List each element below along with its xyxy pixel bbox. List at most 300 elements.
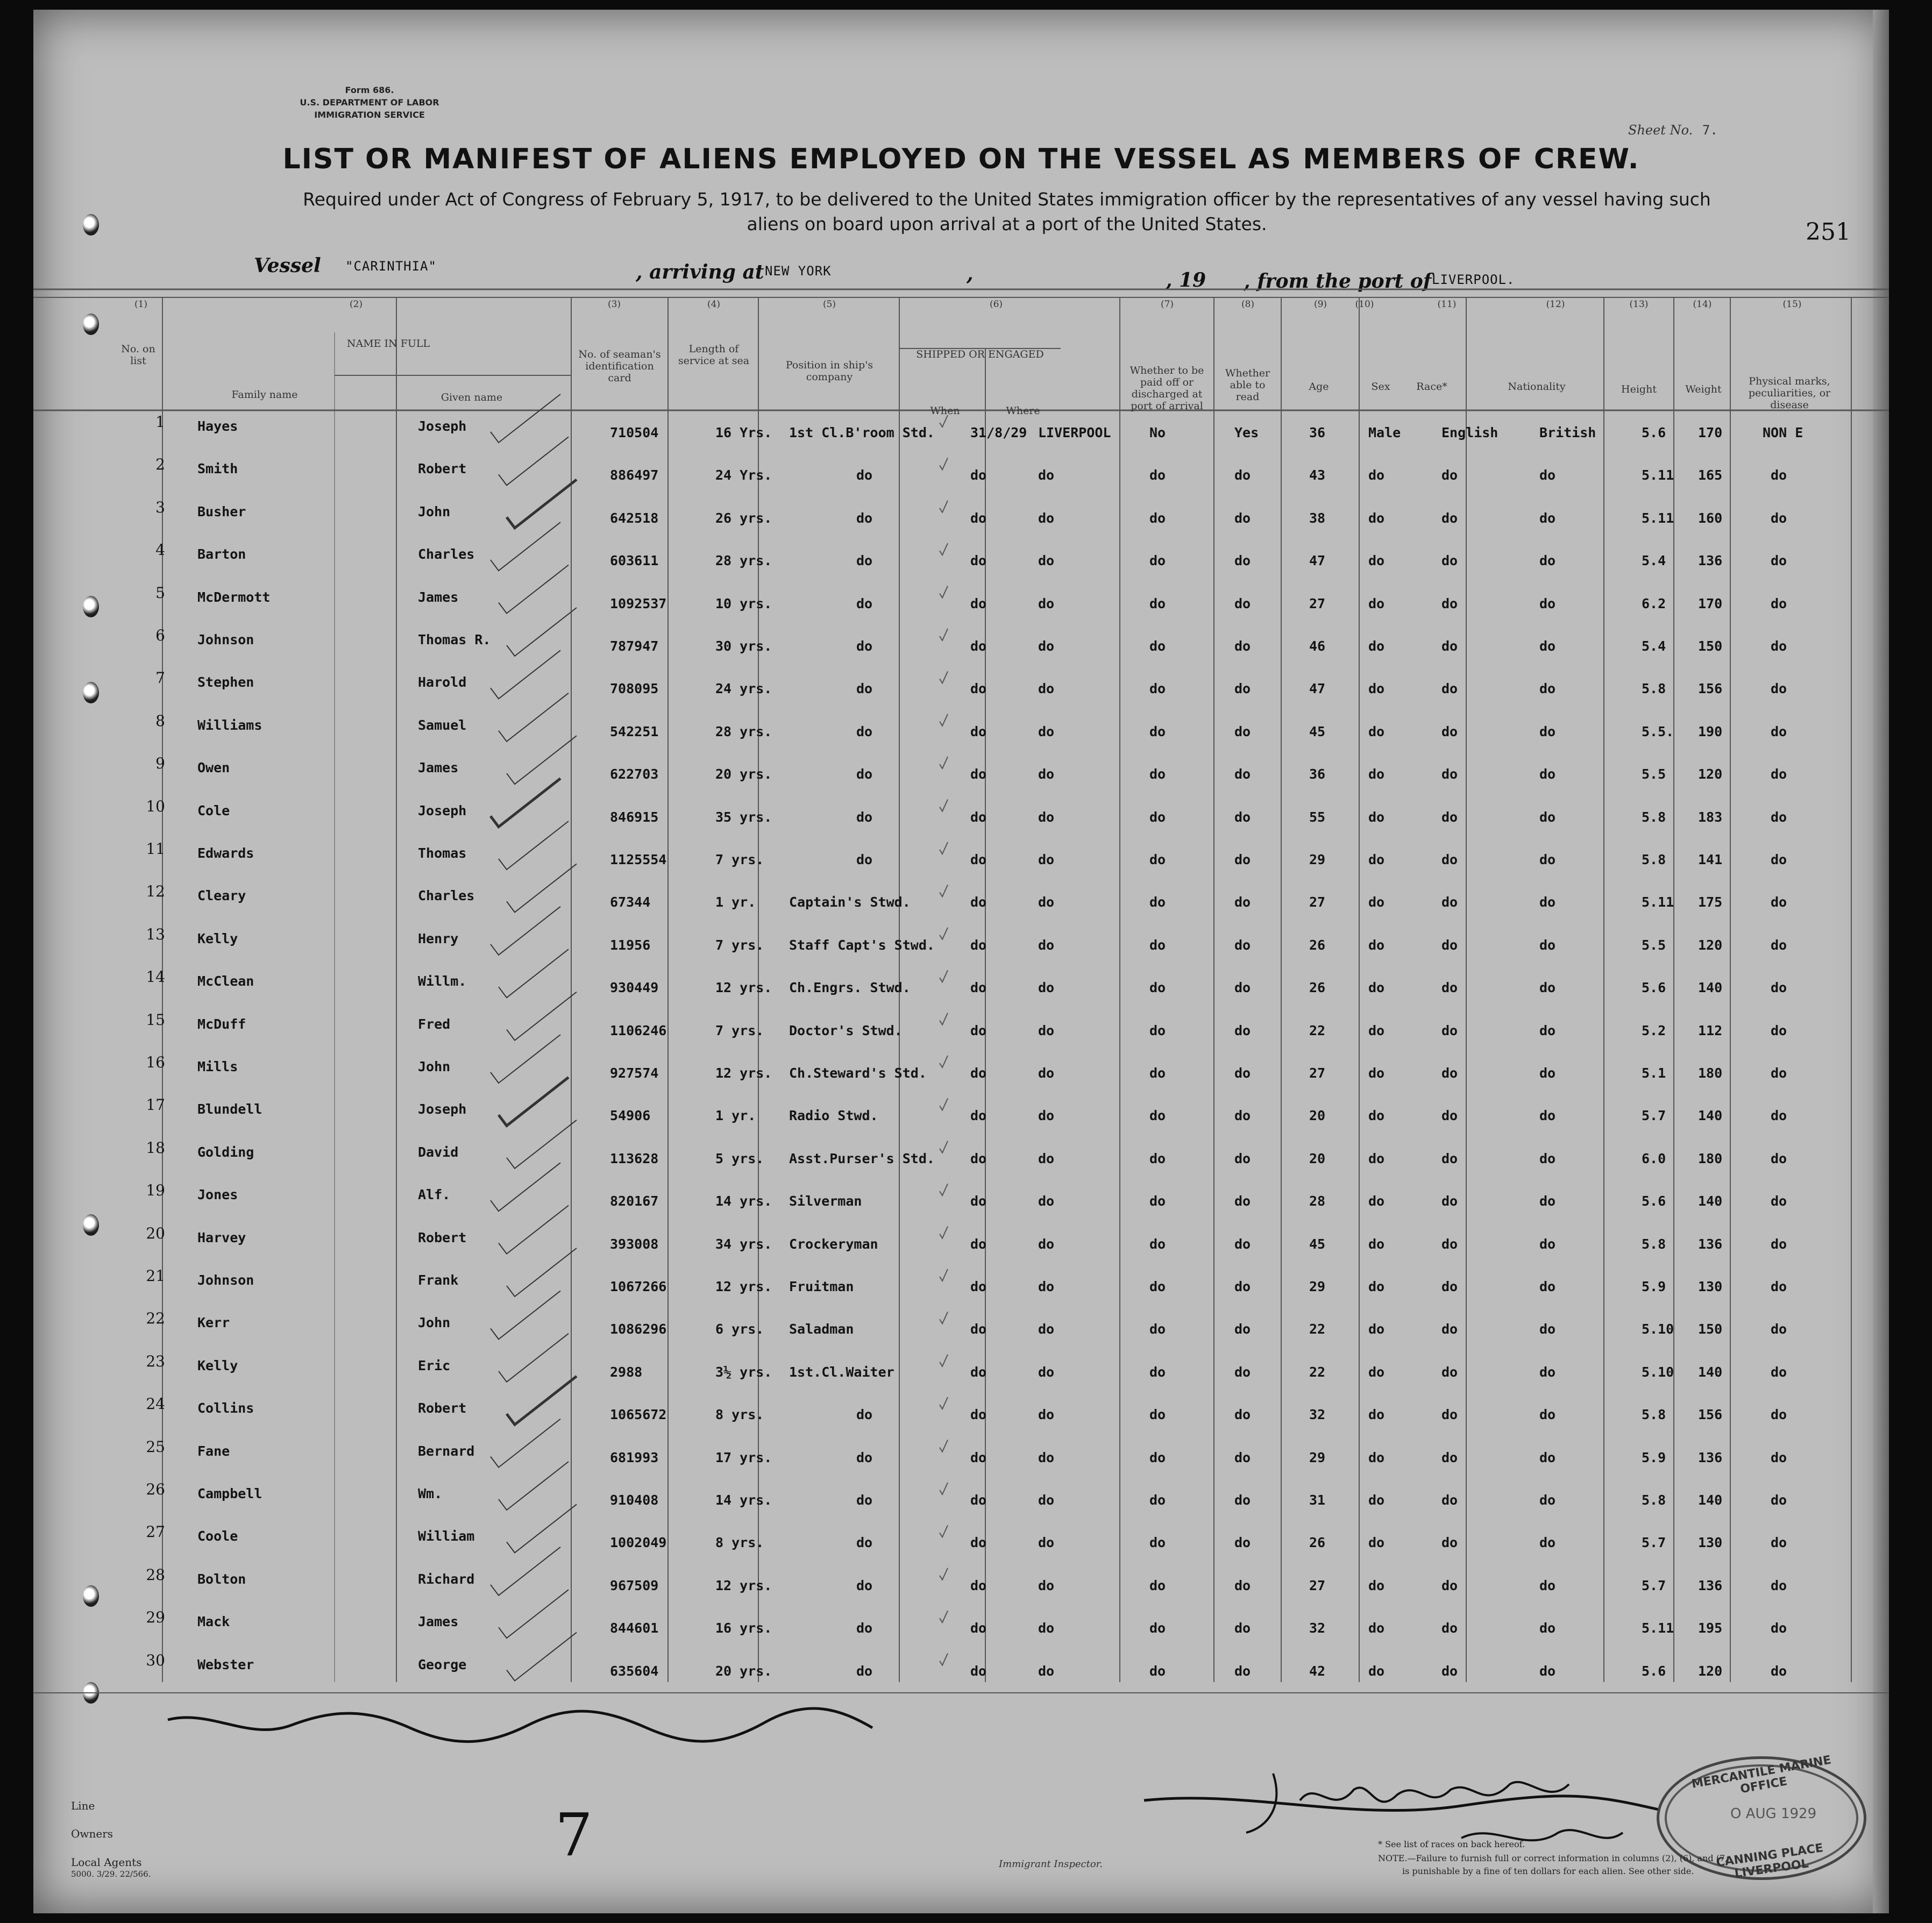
- cell-card: 603611: [610, 553, 659, 569]
- cell-marks: do: [1771, 1321, 1787, 1337]
- row-number: 14: [146, 968, 165, 986]
- cell-sex: do: [1368, 894, 1385, 910]
- cell-when: do: [970, 1236, 987, 1252]
- cell-marks: do: [1771, 510, 1787, 526]
- cell-race: do: [1441, 809, 1458, 825]
- cell-where: do: [1038, 980, 1055, 996]
- cell-given: Samuel: [418, 717, 467, 733]
- cell-where: do: [1038, 595, 1055, 611]
- cell-when: do: [970, 1449, 987, 1465]
- cell-card: 1125554: [610, 852, 667, 867]
- cell-nationality: do: [1539, 681, 1556, 697]
- cell-read: do: [1234, 1492, 1251, 1508]
- cell-when: do: [970, 980, 987, 996]
- cell-sex: do: [1368, 1150, 1385, 1166]
- cell-where: do: [1038, 1407, 1055, 1423]
- cell-card: 2988: [610, 1364, 643, 1380]
- print-code: 5000. 3/29. 22/566.: [71, 1869, 151, 1879]
- cell-given: Frank: [418, 1272, 459, 1288]
- row-number: 5: [155, 583, 165, 602]
- cell-read: do: [1234, 852, 1251, 867]
- cell-marks: do: [1771, 723, 1787, 739]
- cell-card: 967509: [610, 1577, 659, 1593]
- cell-card: 708095: [610, 681, 659, 697]
- header-age: Age: [1309, 381, 1329, 393]
- cell-weight: 136: [1698, 553, 1723, 569]
- cell-given: Robert: [418, 1229, 467, 1245]
- cell-family: Owen: [197, 760, 230, 776]
- cell-position: do: [856, 510, 873, 526]
- cell-race: do: [1441, 510, 1458, 526]
- cell-given: Alf.: [418, 1187, 451, 1203]
- cell-sex: do: [1368, 1108, 1385, 1124]
- row-number: 10: [146, 797, 165, 815]
- row-number: 1: [155, 413, 165, 431]
- vessel-name: "CARINTHIA": [345, 259, 437, 274]
- cell-read: do: [1234, 1364, 1251, 1380]
- cell-service: 14 yrs.: [715, 1492, 772, 1508]
- cell-age: 47: [1309, 681, 1326, 697]
- cell-weight: 170: [1698, 595, 1723, 611]
- cell-read: do: [1234, 1321, 1251, 1337]
- cell-weight: 130: [1698, 1535, 1723, 1551]
- cell-height: 5.10: [1642, 1364, 1674, 1380]
- note-line-2: is punishable by a fine of ten dollars for each alien. See other side.: [1402, 1866, 1694, 1876]
- row-number: 4: [155, 541, 165, 559]
- cell-marks: do: [1771, 1022, 1787, 1038]
- cell-given: Eric: [418, 1357, 451, 1373]
- cell-paid: do: [1149, 894, 1166, 910]
- vessel-label: Vessel: [254, 254, 321, 277]
- row-number: 25: [146, 1437, 165, 1456]
- cell-read: do: [1234, 1236, 1251, 1252]
- cell-where: do: [1038, 1321, 1055, 1337]
- cell-position: do: [856, 467, 873, 483]
- cell-marks: do: [1771, 467, 1787, 483]
- cell-height: 5.8: [1642, 852, 1666, 867]
- cell-age: 45: [1309, 1236, 1326, 1252]
- page-number: 251: [1806, 218, 1851, 246]
- cell-when: 31/8/29: [970, 425, 1027, 440]
- cell-service: 16 yrs.: [715, 1620, 772, 1636]
- cell-race: do: [1441, 1108, 1458, 1124]
- cell-age: 29: [1309, 852, 1326, 867]
- cell-race: do: [1441, 852, 1458, 867]
- cell-when: do: [970, 1108, 987, 1124]
- cell-weight: 183: [1698, 809, 1723, 825]
- cell-where: do: [1038, 1449, 1055, 1465]
- cell-where: do: [1038, 681, 1055, 697]
- header-physical: Physical marks, peculiarities, or disease: [1748, 375, 1831, 411]
- cell-nationality: do: [1539, 723, 1556, 739]
- cell-read: do: [1234, 595, 1251, 611]
- cell-when: do: [970, 1577, 987, 1593]
- cell-family: McDermott: [197, 589, 271, 605]
- cell-when: do: [970, 937, 987, 953]
- cell-sex: do: [1368, 852, 1385, 867]
- header-when: When: [930, 405, 960, 417]
- from-port: LIVERPOOL.: [1432, 272, 1515, 287]
- cell-read: do: [1234, 1535, 1251, 1551]
- cell-weight: 141: [1698, 852, 1723, 867]
- cell-family: Kelly: [197, 1357, 238, 1373]
- cell-paid: do: [1149, 766, 1166, 782]
- cell-paid: do: [1149, 1577, 1166, 1593]
- year-label: , 19: [1166, 269, 1206, 291]
- cell-height: 5.5.: [1642, 723, 1674, 739]
- cell-age: 38: [1309, 510, 1326, 526]
- cell-when: do: [970, 1663, 987, 1679]
- cell-family: Hayes: [197, 418, 238, 434]
- cell-marks: do: [1771, 553, 1787, 569]
- cell-weight: 120: [1698, 937, 1723, 953]
- cell-position: do: [856, 809, 873, 825]
- cell-sex: do: [1368, 1535, 1385, 1551]
- cell-read: do: [1234, 1620, 1251, 1636]
- row-number: 3: [155, 498, 165, 516]
- cell-where: do: [1038, 1193, 1055, 1209]
- row-number: 22: [146, 1309, 165, 1328]
- cell-given: Robert: [418, 1400, 467, 1416]
- sheet-value: 7.: [1702, 123, 1718, 138]
- cell-given: Henry: [418, 930, 459, 946]
- cell-card: 844601: [610, 1620, 659, 1636]
- cell-marks: do: [1771, 980, 1787, 996]
- cell-position: do: [856, 1663, 873, 1679]
- header-able-read: Whether able to read: [1225, 367, 1270, 403]
- cell-position: 1st.Cl.Waiter: [789, 1364, 894, 1380]
- cell-when: do: [970, 510, 987, 526]
- cell-service: 7 yrs.: [715, 937, 764, 953]
- cell-weight: 120: [1698, 1663, 1723, 1679]
- cell-position: do: [856, 1577, 873, 1593]
- cell-sex: do: [1368, 1663, 1385, 1679]
- cell-nationality: do: [1539, 638, 1556, 654]
- cell-marks: do: [1771, 1407, 1787, 1423]
- cell-service: 14 yrs.: [715, 1193, 772, 1209]
- cell-height: 5.6: [1642, 425, 1666, 440]
- cell-when: do: [970, 723, 987, 739]
- cell-given: John: [418, 503, 451, 519]
- cell-weight: 136: [1698, 1577, 1723, 1593]
- cell-height: 5.5: [1642, 766, 1666, 782]
- cell-sex: do: [1368, 1407, 1385, 1423]
- cell-service: 26 yrs.: [715, 510, 772, 526]
- cell-service: 3½ yrs.: [715, 1364, 772, 1380]
- cell-given: Wm.: [418, 1486, 443, 1501]
- cell-race: do: [1441, 1193, 1458, 1209]
- cell-marks: do: [1771, 1449, 1787, 1465]
- cell-service: 1 yr.: [715, 894, 756, 910]
- cell-read: do: [1234, 1065, 1251, 1081]
- cell-weight: 170: [1698, 425, 1723, 440]
- cell-service: 30 yrs.: [715, 638, 772, 654]
- cell-sex: do: [1368, 510, 1385, 526]
- cell-sex: do: [1368, 809, 1385, 825]
- handwritten-mark: 7: [555, 1800, 593, 1869]
- header-where: Where: [1006, 405, 1040, 417]
- cell-when: do: [970, 1407, 987, 1423]
- cell-height: 5.11: [1642, 1620, 1674, 1636]
- cell-nationality: do: [1539, 894, 1556, 910]
- cell-sex: do: [1368, 1364, 1385, 1380]
- cell-race: do: [1441, 681, 1458, 697]
- cell-card: 846915: [610, 809, 659, 825]
- cell-position: Saladman: [789, 1321, 854, 1337]
- cell-read: do: [1234, 809, 1251, 825]
- row-number: 19: [146, 1181, 165, 1200]
- cell-race: do: [1441, 1577, 1458, 1593]
- cell-family: Stephen: [197, 674, 254, 690]
- cell-paid: do: [1149, 1535, 1166, 1551]
- column-number: (12): [1546, 299, 1565, 310]
- cell-read: do: [1234, 894, 1251, 910]
- cell-age: 32: [1309, 1407, 1326, 1423]
- cell-marks: do: [1771, 1492, 1787, 1508]
- cell-height: 5.11: [1642, 894, 1674, 910]
- cell-where: do: [1038, 852, 1055, 867]
- cell-age: 26: [1309, 937, 1326, 953]
- cell-card: 820167: [610, 1193, 659, 1209]
- cell-position: Silverman: [789, 1193, 862, 1209]
- cell-where: do: [1038, 1492, 1055, 1508]
- cell-sex: do: [1368, 766, 1385, 782]
- cell-service: 12 yrs.: [715, 980, 772, 996]
- column-number: (2): [349, 299, 363, 310]
- row-number: 2: [155, 455, 165, 474]
- cell-where: do: [1038, 766, 1055, 782]
- row-number: 9: [155, 754, 165, 773]
- cell-service: 8 yrs.: [715, 1407, 764, 1423]
- cell-where: do: [1038, 1577, 1055, 1593]
- cell-where: do: [1038, 1150, 1055, 1166]
- cell-age: 42: [1309, 1663, 1326, 1679]
- header-family-name: Family name: [231, 389, 298, 401]
- cell-weight: 150: [1698, 1321, 1723, 1337]
- cell-paid: do: [1149, 1193, 1166, 1209]
- cell-marks: NON E: [1763, 425, 1803, 440]
- cell-paid: do: [1149, 809, 1166, 825]
- cell-family: Johnson: [197, 1272, 254, 1288]
- cell-paid: do: [1149, 980, 1166, 996]
- cell-service: 34 yrs.: [715, 1236, 772, 1252]
- cell-when: do: [970, 1321, 987, 1337]
- cell-when: do: [970, 1279, 987, 1294]
- cell-paid: do: [1149, 1321, 1166, 1337]
- cell-race: do: [1441, 1022, 1458, 1038]
- cell-nationality: British: [1539, 425, 1596, 440]
- cell-where: do: [1038, 1620, 1055, 1636]
- cell-given: James: [418, 1614, 459, 1630]
- cell-race: English: [1441, 425, 1498, 440]
- cell-where: do: [1038, 937, 1055, 953]
- row-number: 6: [155, 626, 165, 644]
- cell-position: Captain's Stwd.: [789, 894, 911, 910]
- stamp-bottom-text: CANNING PLACE LIVERPOOL: [1715, 1841, 1824, 1881]
- cell-position: do: [856, 1407, 873, 1423]
- cell-nationality: do: [1539, 1150, 1556, 1166]
- cell-height: 5.4: [1642, 553, 1666, 569]
- cell-family: Kerr: [197, 1315, 230, 1331]
- cell-paid: do: [1149, 1236, 1166, 1252]
- cell-age: 27: [1309, 1065, 1326, 1081]
- cell-where: do: [1038, 553, 1055, 569]
- cell-race: do: [1441, 723, 1458, 739]
- cell-weight: 140: [1698, 1193, 1723, 1209]
- cell-nationality: do: [1539, 1492, 1556, 1508]
- cell-given: William: [418, 1528, 475, 1544]
- cell-service: 8 yrs.: [715, 1535, 764, 1551]
- cell-nationality: do: [1539, 1065, 1556, 1081]
- cell-where: do: [1038, 809, 1055, 825]
- cell-sex: do: [1368, 1577, 1385, 1593]
- cell-family: Webster: [197, 1656, 254, 1672]
- cell-family: Jones: [197, 1187, 238, 1203]
- cell-service: 12 yrs.: [715, 1577, 772, 1593]
- cell-sex: do: [1368, 723, 1385, 739]
- cell-read: do: [1234, 1407, 1251, 1423]
- cell-marks: do: [1771, 1065, 1787, 1081]
- cell-position: 1st Cl.B'room Std.: [789, 425, 935, 440]
- cell-paid: do: [1149, 681, 1166, 697]
- cell-paid: do: [1149, 1065, 1166, 1081]
- cell-family: McClean: [197, 973, 254, 989]
- cell-marks: do: [1771, 766, 1787, 782]
- cell-when: do: [970, 894, 987, 910]
- cell-card: 1092537: [610, 595, 667, 611]
- cell-when: do: [970, 1492, 987, 1508]
- cell-height: 5.2: [1642, 1022, 1666, 1038]
- cell-nationality: do: [1539, 1449, 1556, 1465]
- cell-read: Yes: [1234, 425, 1259, 440]
- cell-weight: 120: [1698, 766, 1723, 782]
- cell-card: 681993: [610, 1449, 659, 1465]
- cell-paid: do: [1149, 937, 1166, 953]
- row-number: 16: [146, 1053, 165, 1071]
- cell-given: Joseph: [418, 802, 467, 818]
- cell-nationality: do: [1539, 1407, 1556, 1423]
- cell-weight: 180: [1698, 1150, 1723, 1166]
- cell-marks: do: [1771, 595, 1787, 611]
- cell-marks: do: [1771, 852, 1787, 867]
- cell-height: 6.2: [1642, 595, 1666, 611]
- cell-nationality: do: [1539, 809, 1556, 825]
- row-number: 15: [146, 1010, 165, 1029]
- header-no-on-list: No. on list: [121, 343, 155, 367]
- cell-family: Golding: [197, 1144, 254, 1160]
- cell-weight: 140: [1698, 1492, 1723, 1508]
- cell-given: Charles: [418, 546, 475, 562]
- row-number: 28: [146, 1565, 165, 1584]
- cell-age: 36: [1309, 425, 1326, 440]
- cell-height: 6.0: [1642, 1150, 1666, 1166]
- cell-paid: do: [1149, 1108, 1166, 1124]
- cell-height: 5.7: [1642, 1577, 1666, 1593]
- cell-marks: do: [1771, 638, 1787, 654]
- cell-nationality: do: [1539, 595, 1556, 611]
- cell-service: 28 yrs.: [715, 723, 772, 739]
- cell-race: do: [1441, 1407, 1458, 1423]
- cell-when: do: [970, 1193, 987, 1209]
- header-race: Race*: [1416, 381, 1447, 393]
- cell-position: do: [856, 1492, 873, 1508]
- cell-sex: do: [1368, 595, 1385, 611]
- row-number: 7: [155, 669, 165, 687]
- cell-given: Bernard: [418, 1443, 475, 1459]
- cell-age: 47: [1309, 553, 1326, 569]
- cell-nationality: do: [1539, 467, 1556, 483]
- cell-position: do: [856, 638, 873, 654]
- department: U.S. DEPARTMENT OF LABOR: [300, 97, 439, 108]
- cell-sex: do: [1368, 1236, 1385, 1252]
- cell-race: do: [1441, 1364, 1458, 1380]
- cell-age: 29: [1309, 1279, 1326, 1294]
- cell-family: Cleary: [197, 888, 246, 904]
- header-position: Position in ship's company: [785, 359, 873, 383]
- cell-given: Fred: [418, 1016, 451, 1032]
- cell-weight: 136: [1698, 1236, 1723, 1252]
- cell-paid: do: [1149, 852, 1166, 867]
- cell-weight: 190: [1698, 723, 1723, 739]
- cell-paid: do: [1149, 510, 1166, 526]
- row-number: 26: [146, 1480, 165, 1498]
- service: IMMIGRATION SERVICE: [314, 110, 425, 120]
- cell-marks: do: [1771, 1150, 1787, 1166]
- column-number: (7): [1160, 299, 1174, 310]
- cell-marks: do: [1771, 937, 1787, 953]
- cell-nationality: do: [1539, 553, 1556, 569]
- cell-read: do: [1234, 1663, 1251, 1679]
- cell-weight: 156: [1698, 1407, 1723, 1423]
- cell-nationality: do: [1539, 1022, 1556, 1038]
- cell-nationality: do: [1539, 1279, 1556, 1294]
- header-given-name: Given name: [441, 391, 503, 403]
- cell-weight: 136: [1698, 1449, 1723, 1465]
- cell-family: Blundell: [197, 1101, 262, 1117]
- cell-when: do: [970, 1022, 987, 1038]
- end-wavy-line: [33, 10, 1889, 1913]
- cell-card: 1002049: [610, 1535, 667, 1551]
- cell-height: 5.5: [1642, 937, 1666, 953]
- cell-position: do: [856, 681, 873, 697]
- header-height: Height: [1621, 383, 1657, 395]
- cell-race: do: [1441, 894, 1458, 910]
- cell-height: 5.9: [1642, 1449, 1666, 1465]
- cell-service: 12 yrs.: [715, 1279, 772, 1294]
- cell-nationality: do: [1539, 1663, 1556, 1679]
- cell-card: 67344: [610, 894, 651, 910]
- cell-position: Ch.Engrs. Stwd.: [789, 980, 911, 996]
- cell-family: Bolton: [197, 1571, 246, 1587]
- cell-card: 635604: [610, 1663, 659, 1679]
- cell-service: 7 yrs.: [715, 852, 764, 867]
- cell-read: do: [1234, 1279, 1251, 1294]
- cell-position: Crockeryman: [789, 1236, 878, 1252]
- cell-read: do: [1234, 553, 1251, 569]
- cell-age: 29: [1309, 1449, 1326, 1465]
- cell-where: do: [1038, 510, 1055, 526]
- cell-when: do: [970, 1364, 987, 1380]
- column-number: (14): [1693, 299, 1712, 310]
- cell-where: do: [1038, 1364, 1055, 1380]
- column-number: (8): [1241, 299, 1255, 310]
- cell-race: do: [1441, 1492, 1458, 1508]
- cell-nationality: do: [1539, 510, 1556, 526]
- cell-sex: do: [1368, 937, 1385, 953]
- cell-height: 5.7: [1642, 1535, 1666, 1551]
- cell-sex: do: [1368, 1193, 1385, 1209]
- stamp-top-text: MERCANTILE MARINE OFFICE: [1690, 1753, 1832, 1797]
